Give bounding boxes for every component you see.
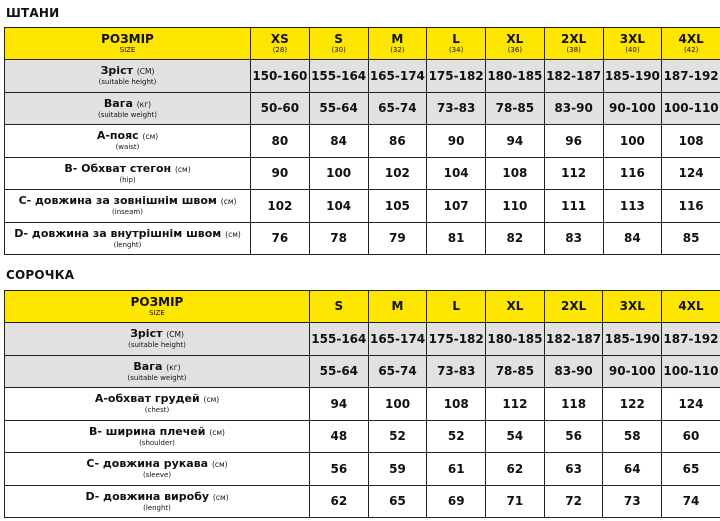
size-column-header bbox=[368, 28, 427, 60]
measurement-sublabel: (suitable weight) bbox=[97, 110, 158, 119]
measurement-value: 85 bbox=[662, 222, 720, 255]
size-number: (42) bbox=[683, 46, 699, 54]
measurement-sublabel: (lenght) bbox=[143, 503, 171, 512]
measurement-value: 56 bbox=[310, 453, 369, 486]
measurement-value: 65 bbox=[662, 453, 720, 486]
size-column-header bbox=[368, 291, 427, 323]
measurement-value: 116 bbox=[662, 190, 720, 223]
measurement-value: 124 bbox=[662, 388, 720, 421]
size-column-header bbox=[310, 291, 369, 323]
measurement-value: 100 bbox=[309, 157, 368, 190]
measurement-value: 102 bbox=[251, 190, 310, 223]
measurement-value: 102 bbox=[368, 157, 427, 190]
measurement-sublabel: (suitable height) bbox=[98, 78, 157, 87]
measurement-label bbox=[5, 64, 250, 78]
measurement-value: 65-74 bbox=[368, 92, 427, 125]
measurement-label-cell bbox=[5, 60, 251, 93]
measurement-label bbox=[5, 490, 309, 504]
measurement-label-text: А-пояс bbox=[96, 129, 139, 143]
size-header-sublabel: SIZE bbox=[149, 309, 165, 317]
measurement-value: 185-190 bbox=[603, 60, 662, 93]
measurement-sublabel: (lenght) bbox=[113, 240, 142, 249]
measurement-unit: (см) bbox=[211, 460, 228, 470]
measurement-value: 100-110 bbox=[662, 355, 720, 388]
size-header-row bbox=[5, 28, 720, 60]
size-header-row bbox=[5, 291, 720, 323]
measurement-value: 107 bbox=[427, 190, 486, 223]
measurement-sublabel: (inseam) bbox=[112, 208, 143, 217]
measurement-label-cell bbox=[5, 323, 310, 356]
measurement-value: 76 bbox=[251, 222, 310, 255]
measurement-sublabel: (shoulder) bbox=[139, 438, 175, 447]
measurement-value: 83-90 bbox=[544, 355, 603, 388]
measurement-value: 155-164 bbox=[309, 60, 368, 93]
measurement-label-text: Зріст bbox=[130, 327, 163, 341]
measurement-value: 50-60 bbox=[251, 92, 310, 125]
measurement-label bbox=[5, 97, 250, 111]
measurement-value: 61 bbox=[427, 453, 486, 486]
measurement-value: 108 bbox=[427, 388, 486, 421]
measurement-value: 113 bbox=[603, 190, 662, 223]
size-column-header bbox=[662, 28, 720, 60]
size-header-sublabel: SIZE bbox=[119, 46, 136, 54]
measurement-row bbox=[5, 157, 720, 190]
measurement-value: 112 bbox=[486, 388, 545, 421]
size-number: (30) bbox=[331, 46, 346, 54]
measurement-value: 78-85 bbox=[486, 92, 545, 125]
size-name: 3XL bbox=[619, 32, 645, 46]
measurement-value: 62 bbox=[486, 453, 545, 486]
measurement-sublabel: (sleeve) bbox=[142, 471, 172, 480]
measurement-value: 84 bbox=[309, 125, 368, 158]
measurement-value: 54 bbox=[486, 420, 545, 453]
measurement-label-cell bbox=[5, 485, 310, 518]
size-column-header bbox=[544, 291, 603, 323]
size-header-label-cell bbox=[5, 291, 310, 323]
measurement-sublabel: (hip) bbox=[119, 175, 136, 184]
size-column-header bbox=[603, 291, 662, 323]
size-number: (34) bbox=[448, 46, 464, 54]
measurement-row bbox=[5, 420, 720, 453]
measurement-sublabel: (chest) bbox=[144, 406, 170, 415]
measurement-unit: (кг) bbox=[166, 362, 181, 372]
measurement-value: 52 bbox=[427, 420, 486, 453]
measurement-label-text: Вага bbox=[103, 96, 133, 110]
measurement-label-cell bbox=[5, 420, 310, 453]
measurement-label bbox=[5, 425, 309, 439]
measurement-label-cell bbox=[5, 453, 310, 486]
measurement-value: 60 bbox=[662, 420, 720, 453]
measurement-unit: (см) bbox=[174, 164, 191, 174]
measurement-value: 90-100 bbox=[603, 92, 662, 125]
measurement-label bbox=[5, 162, 250, 176]
measurement-value: 65-74 bbox=[368, 355, 427, 388]
measurement-label-cell bbox=[5, 355, 310, 388]
measurement-value: 73-83 bbox=[427, 355, 486, 388]
size-name: 4XL bbox=[678, 32, 704, 46]
size-number: (32) bbox=[390, 46, 405, 54]
measurement-value: 63 bbox=[544, 453, 603, 486]
measurement-unit: (см) bbox=[212, 492, 229, 502]
measurement-value: 182-187 bbox=[544, 60, 603, 93]
measurement-label-cell bbox=[5, 157, 251, 190]
measurement-label-text: D- довжина виробу bbox=[85, 489, 210, 503]
measurement-value: 48 bbox=[310, 420, 369, 453]
size-name: 2XL bbox=[561, 32, 587, 46]
measurement-row bbox=[5, 125, 720, 158]
measurement-label bbox=[5, 227, 250, 241]
measurement-value: 100 bbox=[603, 125, 662, 158]
shirt-size-table bbox=[4, 290, 720, 518]
size-name: L bbox=[452, 299, 461, 313]
size-number: (38) bbox=[566, 46, 581, 54]
measurement-value: 59 bbox=[368, 453, 427, 486]
measurement-row bbox=[5, 355, 720, 388]
size-name: S bbox=[334, 299, 344, 313]
measurement-value: 116 bbox=[603, 157, 662, 190]
measurement-value: 84 bbox=[603, 222, 662, 255]
measurement-label bbox=[5, 360, 309, 374]
size-number: (40) bbox=[625, 46, 640, 54]
size-column-header bbox=[486, 28, 545, 60]
measurement-value: 175-182 bbox=[427, 60, 486, 93]
measurement-label-cell bbox=[5, 92, 251, 125]
measurement-value: 187-192 bbox=[662, 60, 720, 93]
measurement-label-text: В- Обхват стегон bbox=[64, 161, 172, 175]
measurement-value: 185-190 bbox=[603, 323, 662, 356]
measurement-label bbox=[5, 194, 250, 208]
size-header-label: РОЗМІР bbox=[130, 295, 184, 309]
measurement-label-text: В- ширина плечей bbox=[89, 424, 206, 438]
measurement-value: 73-83 bbox=[427, 92, 486, 125]
size-column-header bbox=[544, 28, 603, 60]
measurement-value: 118 bbox=[544, 388, 603, 421]
size-column-header bbox=[603, 28, 662, 60]
measurement-value: 90 bbox=[427, 125, 486, 158]
measurement-value: 83 bbox=[544, 222, 603, 255]
measurement-row bbox=[5, 485, 720, 518]
size-name: 4XL bbox=[678, 299, 704, 313]
measurement-value: 64 bbox=[603, 453, 662, 486]
measurement-value: 165-174 bbox=[368, 60, 427, 93]
measurement-value: 175-182 bbox=[427, 323, 486, 356]
measurement-label bbox=[5, 457, 309, 471]
measurement-unit: (см) bbox=[142, 132, 159, 142]
shirt-title: СОРОЧКА bbox=[6, 268, 75, 282]
size-name: 2XL bbox=[560, 299, 587, 313]
measurement-label-text: Зріст bbox=[100, 64, 133, 78]
measurement-value: 71 bbox=[486, 485, 545, 518]
measurement-value: 155-164 bbox=[310, 323, 369, 356]
measurement-value: 90-100 bbox=[603, 355, 662, 388]
measurement-value: 110 bbox=[486, 190, 545, 223]
measurement-label-text: А-обхват грудей bbox=[94, 392, 200, 406]
measurement-label bbox=[5, 327, 309, 341]
pants-title: ШТАНИ bbox=[6, 6, 60, 20]
measurement-row bbox=[5, 388, 720, 421]
size-name: XL bbox=[506, 299, 524, 313]
measurement-row bbox=[5, 60, 720, 93]
measurement-row bbox=[5, 453, 720, 486]
size-number: (28) bbox=[272, 46, 288, 54]
measurement-row bbox=[5, 222, 720, 255]
measurement-value: 83-90 bbox=[544, 92, 603, 125]
size-column-header bbox=[662, 291, 720, 323]
measurement-label-text: С- довжина за зовнішнім швом bbox=[18, 194, 217, 208]
measurement-value: 108 bbox=[486, 157, 545, 190]
size-column-header bbox=[309, 28, 368, 60]
measurement-value: 112 bbox=[544, 157, 603, 190]
size-name: S bbox=[334, 32, 343, 46]
measurement-value: 165-174 bbox=[368, 323, 427, 356]
size-column-header bbox=[251, 28, 310, 60]
measurement-value: 108 bbox=[662, 125, 720, 158]
measurement-row bbox=[5, 323, 720, 356]
measurement-row bbox=[5, 92, 720, 125]
measurement-value: 80 bbox=[251, 125, 310, 158]
measurement-value: 52 bbox=[368, 420, 427, 453]
measurement-value: 180-185 bbox=[486, 323, 545, 356]
size-number: (36) bbox=[507, 46, 523, 54]
measurement-value: 55-64 bbox=[309, 92, 368, 125]
measurement-value: 94 bbox=[310, 388, 369, 421]
measurement-unit: (см) bbox=[220, 197, 237, 207]
measurement-label-text: D- довжина за внутрішнім швом bbox=[14, 226, 222, 240]
measurement-value: 182-187 bbox=[544, 323, 603, 356]
measurement-label bbox=[5, 392, 309, 406]
measurement-value: 62 bbox=[310, 485, 369, 518]
measurement-value: 104 bbox=[309, 190, 368, 223]
size-column-header bbox=[427, 28, 486, 60]
size-name: XL bbox=[506, 32, 524, 46]
measurement-value: 122 bbox=[603, 388, 662, 421]
size-header-label: РОЗМІР bbox=[101, 32, 154, 46]
size-name: M bbox=[391, 32, 404, 46]
measurement-value: 73 bbox=[603, 485, 662, 518]
measurement-row bbox=[5, 190, 720, 223]
measurement-value: 69 bbox=[427, 485, 486, 518]
measurement-value: 55-64 bbox=[310, 355, 369, 388]
measurement-unit: (см) bbox=[225, 229, 241, 239]
measurement-sublabel: (waist) bbox=[115, 143, 140, 152]
measurement-unit: (см) bbox=[209, 427, 225, 437]
size-column-header bbox=[427, 291, 486, 323]
measurement-label-text: Вага bbox=[133, 359, 163, 373]
measurement-value: 111 bbox=[544, 190, 603, 223]
size-header-label-cell bbox=[5, 28, 251, 60]
measurement-label bbox=[5, 129, 250, 143]
measurement-value: 82 bbox=[486, 222, 545, 255]
measurement-value: 65 bbox=[368, 485, 427, 518]
measurement-value: 58 bbox=[603, 420, 662, 453]
measurement-value: 100 bbox=[368, 388, 427, 421]
measurement-value: 72 bbox=[544, 485, 603, 518]
measurement-value: 78 bbox=[309, 222, 368, 255]
measurement-value: 96 bbox=[544, 125, 603, 158]
size-name: M bbox=[391, 299, 404, 313]
measurement-label-cell bbox=[5, 190, 251, 223]
measurement-unit: (СМ) bbox=[166, 330, 184, 340]
measurement-sublabel: (suitable weight) bbox=[127, 373, 187, 382]
measurement-label-cell bbox=[5, 125, 251, 158]
measurement-value: 100-110 bbox=[662, 92, 720, 125]
measurement-value: 79 bbox=[368, 222, 427, 255]
measurement-value: 90 bbox=[251, 157, 310, 190]
pants-size-table bbox=[4, 27, 720, 255]
measurement-value: 86 bbox=[368, 125, 427, 158]
measurement-value: 187-192 bbox=[662, 323, 720, 356]
measurement-label-cell bbox=[5, 388, 310, 421]
measurement-value: 105 bbox=[368, 190, 427, 223]
size-column-header bbox=[486, 291, 545, 323]
size-name: XS bbox=[270, 32, 289, 46]
measurement-unit: (СМ) bbox=[136, 67, 155, 77]
measurement-label-cell bbox=[5, 222, 251, 255]
measurement-value: 180-185 bbox=[486, 60, 545, 93]
measurement-value: 56 bbox=[544, 420, 603, 453]
size-name: 3XL bbox=[619, 299, 645, 313]
measurement-value: 74 bbox=[662, 485, 720, 518]
measurement-value: 104 bbox=[427, 157, 486, 190]
measurement-value: 81 bbox=[427, 222, 486, 255]
measurement-unit: (см) bbox=[203, 395, 220, 405]
measurement-value: 124 bbox=[662, 157, 720, 190]
measurement-sublabel: (suitable height) bbox=[128, 341, 186, 350]
measurement-value: 78-85 bbox=[486, 355, 545, 388]
measurement-value: 94 bbox=[486, 125, 545, 158]
size-name: L bbox=[452, 32, 460, 46]
measurement-value: 150-160 bbox=[251, 60, 310, 93]
measurement-label-text: С- довжина рукава bbox=[86, 457, 209, 471]
measurement-unit: (кг) bbox=[136, 99, 152, 109]
